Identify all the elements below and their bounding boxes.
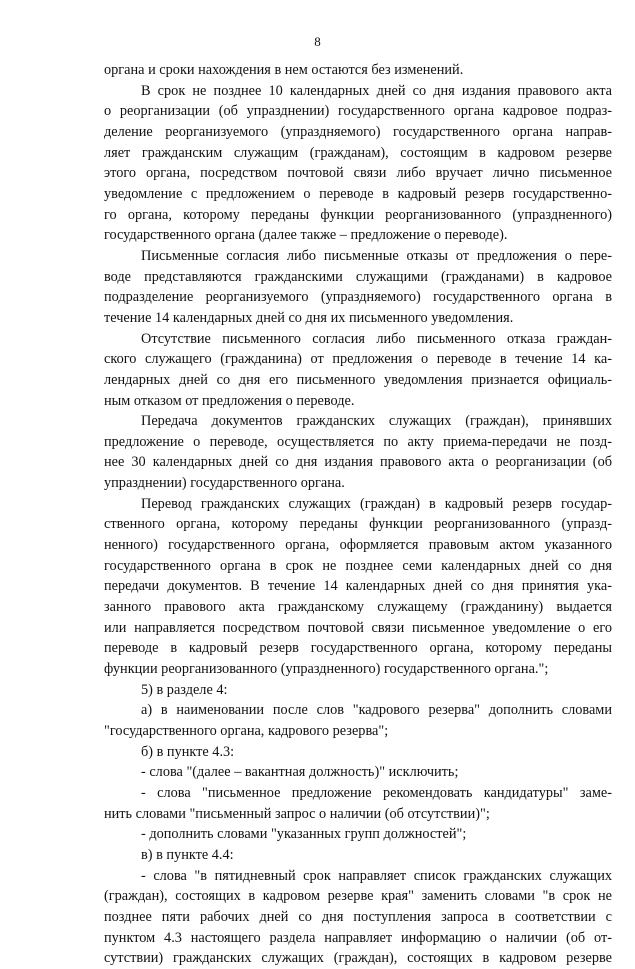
text-line: - слова "письменное предложение рекомендовать кандидатуры" заме- — [141, 784, 612, 801]
text-line: ляет гражданским служащим (гражданам), состоящим в кадровом резерве — [104, 144, 612, 161]
text-line: - слова "в пятидневный срок направляет список гражданских служащих — [141, 867, 612, 884]
text-line: занного правового акта гражданскому служащему (гражданину) выдается — [104, 599, 612, 616]
text-line: - слова "(далее – вакантная должность)" исключить; — [141, 764, 459, 781]
text-line: Отсутствие письменного согласия либо письменного отказа граждан- — [141, 330, 612, 347]
text-line: позднее пяти рабочих дней со дня поступления запроса в соответствии с — [104, 908, 612, 925]
text-line: "государственного органа, кадрового резерва"; — [104, 723, 389, 739]
text-line: государственного органа в срок не позднее семи календарных дней со дня — [104, 557, 612, 574]
text-line: - дополнить словами "указанных групп должностей"; — [141, 826, 467, 843]
text-line: В срок не позднее 10 календарных дней со дня издания правового акта — [141, 82, 612, 99]
text-line: деление реорганизуемого (упраздняемого) государственного органа направ- — [104, 123, 612, 140]
text-line: этого органа, посредством почтовой связи либо вручает лично письменное — [104, 165, 612, 182]
text-line: в) в пункте 4.4: — [141, 846, 234, 863]
text-line: переводе в кадровый резерв государственного органа, которому переданы — [104, 640, 612, 657]
text-line: воде представляются гражданскими служащими (гражданами) в кадровое — [104, 268, 612, 285]
text-line: пунктом 4.3 настоящего раздела направляет информацию о наличии (об от- — [104, 929, 612, 946]
page-number: 8 — [314, 34, 321, 49]
text-line: подразделение реорганизуемого (упраздняемого) государственного органа в — [104, 289, 612, 306]
text-line: сутствии) гражданских служащих (граждан), состоящих в кадровом резерве — [104, 950, 612, 967]
text-line: органа и сроки нахождения в нем остаются без изменений. — [104, 62, 464, 78]
text-line: ненного) государственного органа, оформляется правовым актом указанного — [104, 537, 612, 554]
text-line: Письменные согласия либо письменные отказы от предложения о пере- — [141, 247, 612, 264]
text-line: передачи документов. В течение 14 календарных дней со дня принятия ука- — [104, 578, 612, 595]
text-line: Перевод гражданских служащих (граждан) в кадровый резерв государ- — [141, 495, 612, 512]
text-line: Передача документов гражданских служащих (граждан), принявших — [141, 413, 612, 430]
text-line: упразднении) государственного органа. — [104, 475, 345, 492]
text-line: ского служащего (гражданина) от предложения о переводе в течение 14 ка- — [104, 351, 612, 368]
text-line: государственного органа (далее также – предложение о переводе). — [104, 227, 508, 244]
text-line: ным отказом от предложения о переводе. — [104, 392, 355, 409]
text-line: или направляется посредством почтовой связи письменное уведомление о его — [104, 619, 612, 636]
text-line: го органа, которому переданы функции реорганизованного (упраздненного) — [104, 206, 612, 223]
text-line: нить словами "письменный запрос о наличии (об отсутствии)"; — [104, 805, 490, 822]
text-line: уведомление с предложением о переводе в кадровый резерв государственно- — [104, 185, 612, 202]
text-line: (граждан), состоящих в кадровом резерве края" заменить словами "в срок не — [104, 888, 612, 905]
text-line: нее 30 календарных дней со дня издания правового акта о реорганизации (об — [104, 454, 612, 471]
text-line: о реорганизации (об упразднении) государственного органа кадровое подраз- — [104, 103, 612, 120]
text-line: ственного органа, которому переданы функции реорганизованного (упразд- — [104, 516, 612, 533]
text-line: течение 14 календарных дней со дня их письменного уведомления. — [104, 309, 514, 326]
text-line: функции реорганизованного (упраздненного) государственного органа."; — [104, 661, 549, 678]
text-line: лендарных дней со дня его письменного уведомления признается официаль- — [104, 371, 612, 388]
text-line: б) в пункте 4.3: — [141, 743, 235, 760]
text-line: предложение о переводе, осуществляется по акту приема-передачи не позд- — [104, 433, 612, 450]
text-line: 5) в разделе 4: — [141, 681, 228, 698]
text-line: а) в наименовании после слов "кадрового резерва" дополнить словами — [141, 702, 612, 719]
document-body — [104, 60, 612, 969]
